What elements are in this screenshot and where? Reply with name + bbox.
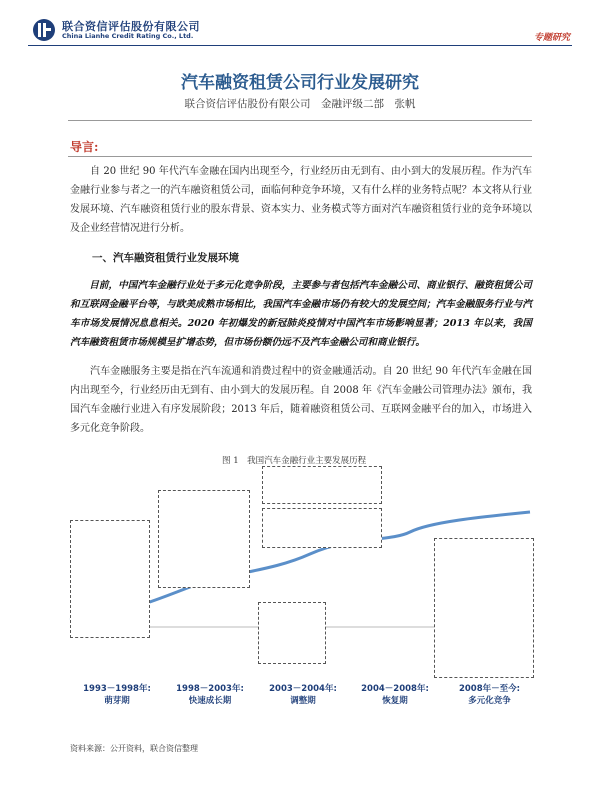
timeline-stage-3: [258, 682, 348, 706]
intro-divider: [68, 156, 532, 157]
note-box-4: [262, 508, 382, 548]
timeline-stage-5: [442, 682, 537, 706]
section-body: 汽车金融服务主要是指在汽车流通和消费过程中的资金融通活动。自 20 世纪 90 年代汽车金融在国内出现至今，行业经历由无到有、由小到大的发展历程。自 2008 年《汽车金融公司管理办法》颁布，我国汽车金融行业进入有序发展阶段；2013 年后，随着融资租赁公司、互联网金融平台的加入，市场进入多元化竞争阶段。: [70, 366, 532, 434]
timeline-stage-name: 调整期: [290, 696, 316, 706]
intro-heading: 导言:: [70, 140, 99, 154]
timeline-period: 2004－2008年:: [361, 684, 429, 694]
header-divider: [28, 45, 572, 46]
timeline-stage-name: 多元化竞争: [468, 696, 511, 706]
title-divider: [68, 120, 532, 121]
company-logo-icon: [32, 18, 56, 42]
timeline-stage-4: [350, 682, 440, 706]
company-name-cn: 联合资信评估股份有限公司: [62, 20, 200, 33]
timeline-stage-name: 恢复期: [382, 696, 408, 706]
section-heading: 一、汽车融资租赁行业发展环境: [92, 252, 239, 264]
figure-source: 资料来源：公开资料，联合资信整理: [70, 744, 198, 753]
intro-paragraph: 自 20 世纪 90 年代汽车金融在国内出现至今，行业经历由无到有、由小到大的发展历程。作为汽车金融行业参与者之一的汽车融资租赁公司，面临何种竞争环境，又有什么样的业务特点呢？本文将从行业发展环境、汽车融资租赁行业的股东背景、资本实力、业务模式等方面对汽车融资租赁行业的竞争环境以及企业经营情况进行分析。: [70, 166, 532, 234]
timeline-stage-1: [72, 682, 162, 706]
timeline-stage-2: [165, 682, 255, 706]
timeline-period: 1998－2003年:: [176, 684, 244, 694]
timeline-period: 2008年－至今:: [458, 684, 521, 694]
company-name-en: China Lianhe Credit Rating Co., Ltd.: [62, 32, 194, 40]
timeline-period: 2003－2004年:: [269, 684, 337, 694]
note-box-6: [434, 538, 534, 678]
timeline-stage-name: 萌芽期: [104, 696, 130, 706]
note-box-5: [258, 602, 326, 664]
page-title: 汽车融资租赁公司行业发展研究: [181, 73, 419, 93]
timeline-period: 1993－1998年:: [83, 684, 151, 694]
timeline-stage-name: 快速成长期: [188, 696, 232, 706]
figure-caption: 图 1 我国汽车金融行业主要发展历程: [222, 456, 367, 466]
section-summary: 目前，中国汽车金融行业处于多元化竞争阶段，主要参与者包括汽车金融公司、商业银行、融资租赁公司和互联网金融平台等，与欧美成熟市场相比，我国汽车金融市场仍有较大的发展空间；汽车金融服务行业与汽车市场发展情况息息相关。2020 年初爆发的新冠肺炎疫情对中国汽车市场影响显著；2013 年以来，我国汽车融资租赁市场规模呈扩增态势，但市场份额仍远不及汽车金融公司和商业银行。: [70, 280, 532, 348]
report-type-tag: 专题研究: [533, 33, 570, 43]
author-line: 联合资信评估股份有限公司 金融评级二部 张帆: [184, 98, 416, 110]
note-box-2: [158, 490, 250, 588]
note-box-1: [70, 520, 150, 638]
note-box-3: [262, 466, 382, 504]
